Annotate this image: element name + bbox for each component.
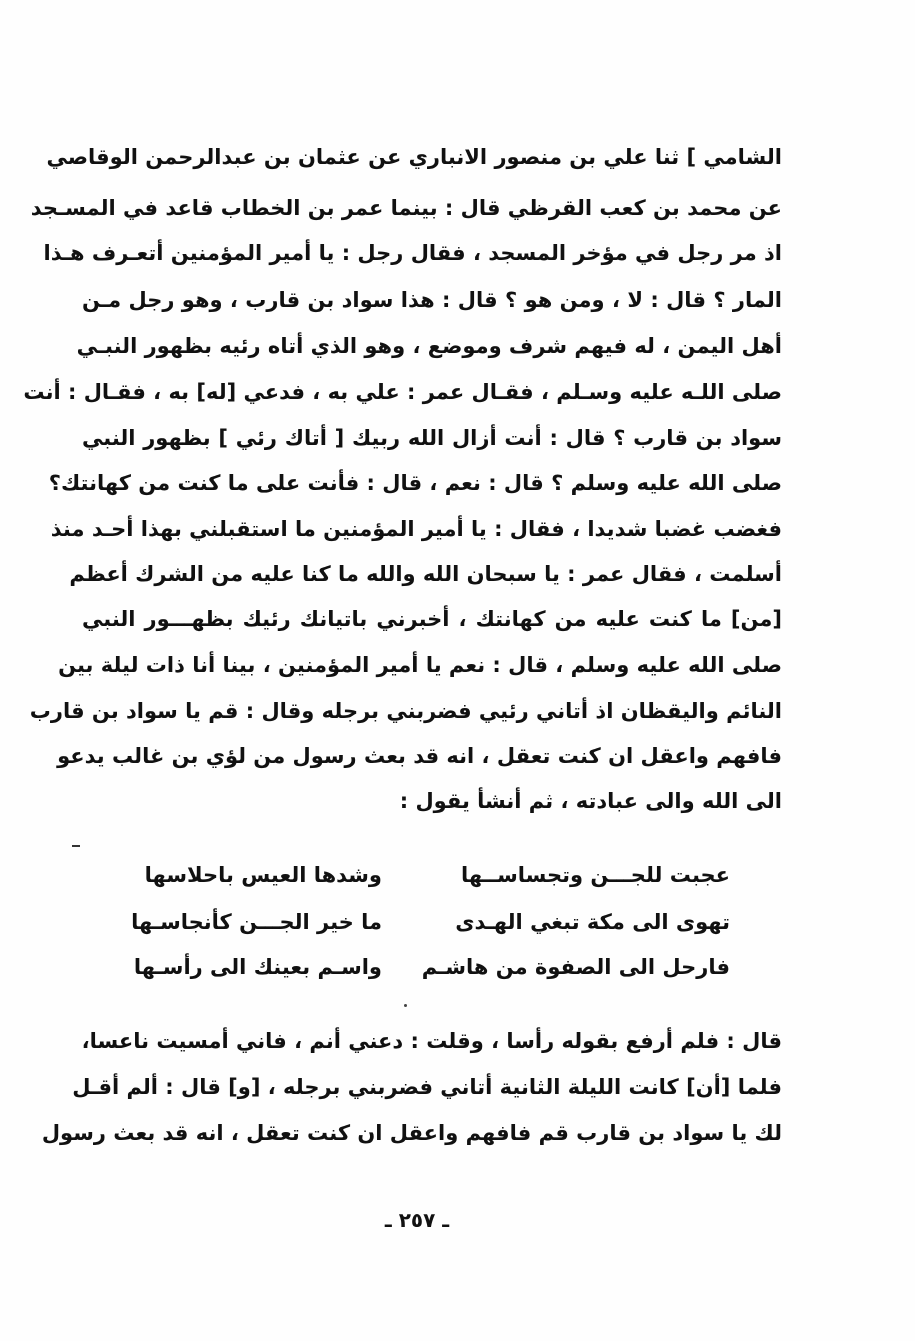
text-line: عن محمد بن كعب القرظي قال : بينما عمر بن الخطاب قاعد في المسـجد [30,196,782,220]
verse-first-hemistich: تهوى الى مكة تبغي الهـدى [455,910,730,934]
text-line: الى الله والى عبادته ، ثم أنشأ يقول : [399,789,782,813]
text-line: اذ مر رجل في مؤخر المسجد ، فقال رجل : يا أمير المؤمنين أتعـرف هـذا [43,241,782,265]
text-line: الشامي ] ثنا علي بن منصور الانباري عن عثمان بن عبدالرحمن الوقاصي [46,145,782,169]
margin-mark [72,845,80,847]
text-line: النائم واليقظان اذ أتاني رئيي فضربني برجله وقال : قم يا سواد بن قارب [29,699,782,723]
verse-first-hemistich: عجبت للجـــن وتجساســها [460,863,730,887]
text-line: صلى الله عليه وسلم ، قال : نعم يا أمير المؤمنين ، بينا أنا ذات ليلة بين [58,653,782,677]
verse-second-hemistich: وشدها العيس باحلاسها [144,863,382,887]
text-line: فافهم واعقل ان كنت تعقل ، انه قد بعث رسول من لؤي بن غالب يدعو [57,744,782,768]
text-line: صلى اللـه عليه وسـلم ، فقـال عمر : علي به ، فدعي [له] به ، فقـال : أنت [23,380,782,404]
text-line: أسلمت ، فقال عمر : يا سبحان الله والله ما كنا عليه من الشرك أعظم [69,562,782,586]
page-number: ـ ٢٥٧ ـ [384,1208,450,1232]
text-line: فغضب غضبا شديدا ، فقال : يا أمير المؤمنين ما استقبلني بهذا أحـد منذ [50,517,782,541]
text-line: صلى الله عليه وسلم ؟ قال : نعم ، قال : فأنت على ما كنت من كهانتك؟ [48,471,782,495]
text-line: [من] ما كنت عليه من كهانتك ، أخبرني باتيانك رئيك بظهـــور النبي [82,607,782,631]
print-speck [404,1004,407,1007]
verse-first-hemistich: فارحل الى الصفوة من هاشـم [421,955,730,979]
text-line: أهل اليمن ، له فيهم شرف وموضع ، وهو الذي أتاه رئيه بظهور النبـي [76,334,782,358]
text-line: قال : فلم أرفع بقوله رأسا ، وقلت : دعني أنم ، فاني أمسيت ناعسا، [81,1029,782,1053]
verse-second-hemistich: واسـم بعينك الى رأسـها [133,955,382,979]
text-line: لك يا سواد بن قارب قم فافهم واعقل ان كنت تعقل ، انه قد بعث رسول [41,1121,782,1145]
text-line: فلما [أن] كانت الليلة الثانية أتاني فضربني برجله ، [و] قال : ألم أقـل [72,1075,782,1099]
text-line: سواد بن قارب ؟ قال : أنت أزال الله ربيك [ أتاك رئي ] بظهور النبي [82,426,782,450]
verse-second-hemistich: ما خير الجـــن كأنجاسـها [131,910,382,934]
text-line: المار ؟ قال : لا ، ومن هو ؟ قال : هذا سواد بن قارب ، وهو رجل مـن [82,288,782,312]
